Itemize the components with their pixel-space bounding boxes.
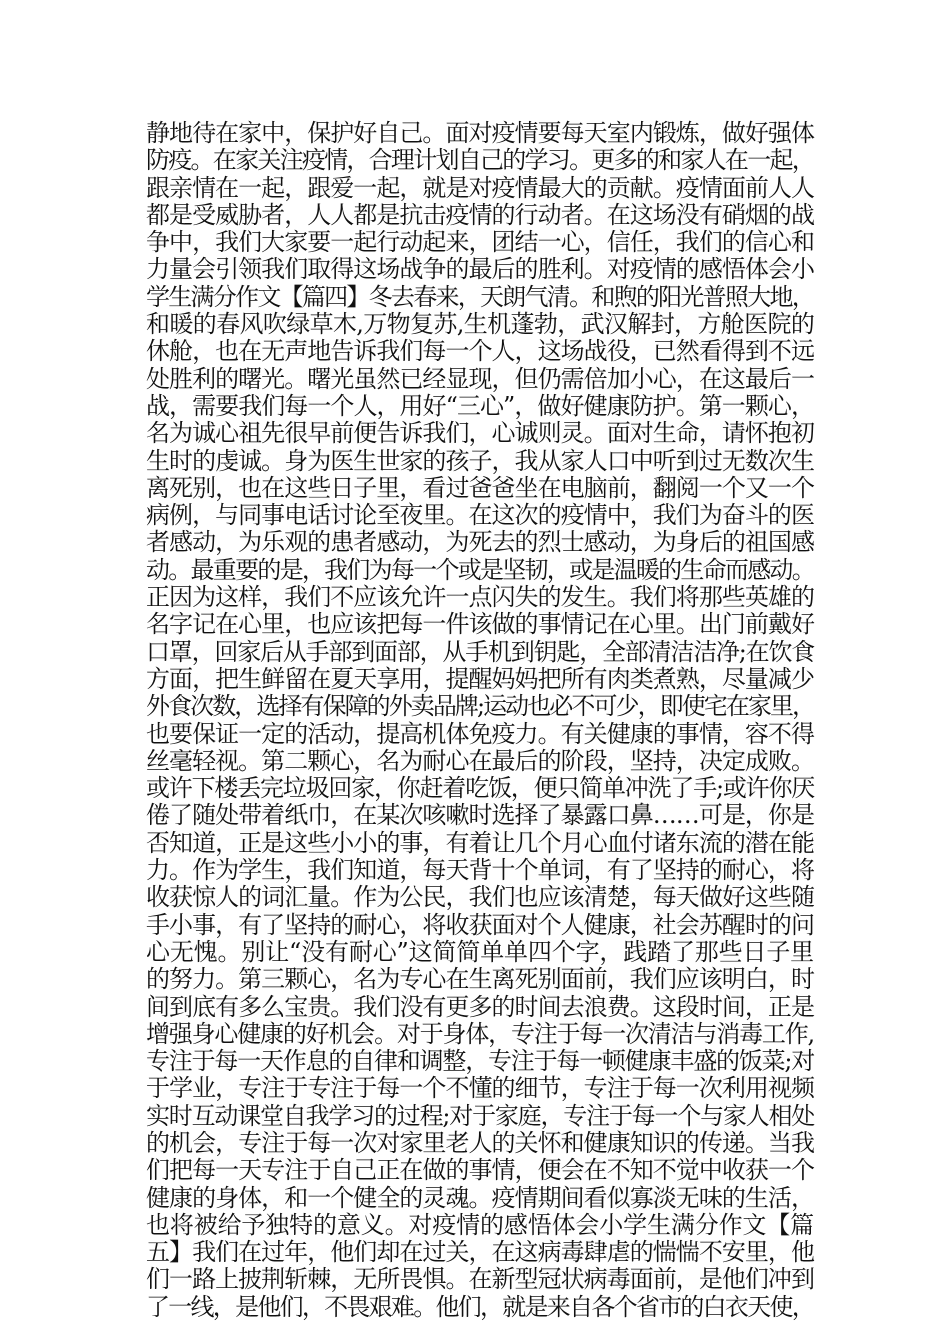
text-line: 健康的身体，和一个健全的灵魂。疫情期间看似寡淡无味的生活， xyxy=(146,1183,814,1212)
text-line: 的机会，专注于每一次对家里老人的关怀和健康知识的传递。当我 xyxy=(146,1128,814,1157)
text-line: 和暖的春风吹绿草木,万物复苏,生机蓬勃，武汉解封，方舱医院的 xyxy=(146,310,815,339)
text-line: 的努力。第三颗心，名为专心在生离死别面前，我们应该明白，时 xyxy=(146,965,814,994)
text-line: 防疫。在家关注疫情，合理计划自己的学习。更多的和家人在一起， xyxy=(146,146,814,175)
text-line: 了一线，是他们，不畏艰难。他们，就是来自各个省市的白衣天使， xyxy=(146,1292,814,1321)
text-line: 战，需要我们每一个人，用好“三心”，做好健康防护。第一颗心， xyxy=(146,391,814,420)
text-line: 丝毫轻视。第二颗心，名为耐心在最后的阶段，坚持，决定成败。 xyxy=(146,746,814,775)
text-line: 动。最重要的是，我们为每一个或是坚韧，或是温暖的生命而感动。 xyxy=(146,555,814,584)
text-line: 休舱，也在无声地告诉我们每一个人，这场战役，已然看得到不远 xyxy=(146,337,814,366)
text-line: 或许下楼丢完垃圾回家，你赶着吃饭，便只简单冲洗了手;或许你厌 xyxy=(146,774,815,803)
text-line: 间到底有多么宝贵。我们没有更多的时间去浪费。这段时间，正是 xyxy=(146,992,814,1021)
body-text xyxy=(146,120,814,1321)
text-line: 也要保证一定的活动，提高机体免疫力。有关健康的事情，容不得 xyxy=(146,719,814,748)
text-line: 们一路上披荆斩棘，无所畏惧。在新型冠状病毒面前，是他们冲到 xyxy=(146,1265,814,1294)
text-line: 于学业，专注于专注于每一个不懂的细节，专注于每一次利用视频 xyxy=(146,1074,814,1103)
text-line: 专注于每一天作息的自律和调整，专注于每一顿健康丰盛的饭菜;对 xyxy=(146,1047,815,1076)
text-line: 力量会引领我们取得这场战争的最后的胜利。对疫情的感悟体会小 xyxy=(146,255,814,284)
text-line: 外食次数，选择有保障的外卖品牌;运动也必不可少，即使宅在家里， xyxy=(146,692,815,721)
text-line: 收获惊人的词汇量。作为公民，我们也应该清楚，每天做好这些随 xyxy=(146,883,814,912)
text-line: 处胜利的曙光。曙光虽然已经显现，但仍需倍加小心，在这最后一 xyxy=(146,364,814,393)
text-line: 正因为这样，我们不应该允许一点闪失的发生。我们将那些英雄的 xyxy=(146,583,814,612)
text-line: 跟亲情在一起，跟爱一起，就是对疫情最大的贡献。疫情面前人人 xyxy=(146,173,814,202)
text-line: 名为诚心祖先很早前便告诉我们，心诚则灵。面对生命，请怀抱初 xyxy=(146,419,814,448)
text-line: 静地待在家中，保护好自己。面对疫情要每天室内锻炼，做好强体 xyxy=(146,119,814,147)
text-line: 也将被给予独特的意义。对疫情的感悟体会小学生满分作文【篇 xyxy=(146,1210,814,1239)
text-line: 学生满分作文【篇四】冬去春来，天朗气清。和煦的阳光普照大地， xyxy=(146,282,814,311)
text-line: 名字记在心里，也应该把每一件该做的事情记在心里。出门前戴好 xyxy=(146,610,814,639)
text-line: 五】我们在过年，他们却在过关，在这病毒肆虐的惴惴不安里，他 xyxy=(146,1238,814,1267)
text-line: 倦了随处带着纸巾，在某次咳嗽时选择了暴露口鼻……可是，你是 xyxy=(146,801,814,830)
text-line: 方面，把生鲜留在夏天享用，提醒妈妈把所有肉类煮熟，尽量减少 xyxy=(146,664,814,693)
text-line: 者感动，为乐观的患者感动，为死去的烈士感动，为身后的祖国感 xyxy=(146,528,814,557)
text-line: 实时互动课堂自我学习的过程;对于家庭，专注于每一个与家人相处 xyxy=(146,1101,815,1130)
text-line: 争中，我们大家要一起行动起来，团结一心，信任，我们的信心和 xyxy=(146,228,814,257)
text-line: 否知道，正是这些小小的事，有着让几个月心血付诸东流的潜在能 xyxy=(146,828,814,857)
text-line: 手小事，有了坚持的耐心，将收获面对个人健康，社会苏醒时的问 xyxy=(146,910,814,939)
text-line: 都是受威胁者，人人都是抗击疫情的行动者。在这场没有硝烟的战 xyxy=(146,200,814,229)
text-line: 生时的虔诚。身为医生世家的孩子，我从家人口中听到过无数次生 xyxy=(146,446,814,475)
text-line: 口罩，回家后从手部到面部，从手机到钥匙，全部清洁洁净;在饮食 xyxy=(146,637,815,666)
text-line: 病例，与同事电话讨论至夜里。在这次的疫情中，我们为奋斗的医 xyxy=(146,501,814,530)
text-line: 们把每一天专注于自己正在做的事情，便会在不知不觉中收获一个 xyxy=(146,1156,814,1185)
text-line: 离死别，也在这些日子里，看过爸爸坐在电脑前，翻阅一个又一个 xyxy=(146,473,814,502)
text-line: 心无愧。别让“没有耐心”这简简单单四个字，践踏了那些日子里 xyxy=(146,937,814,966)
text-line: 力。作为学生，我们知道，每天背十个单词，有了坚持的耐心，将 xyxy=(146,856,814,885)
text-line: 增强身心健康的好机会。对于身体，专注于每一次清洁与消毒工作, xyxy=(146,1019,814,1048)
